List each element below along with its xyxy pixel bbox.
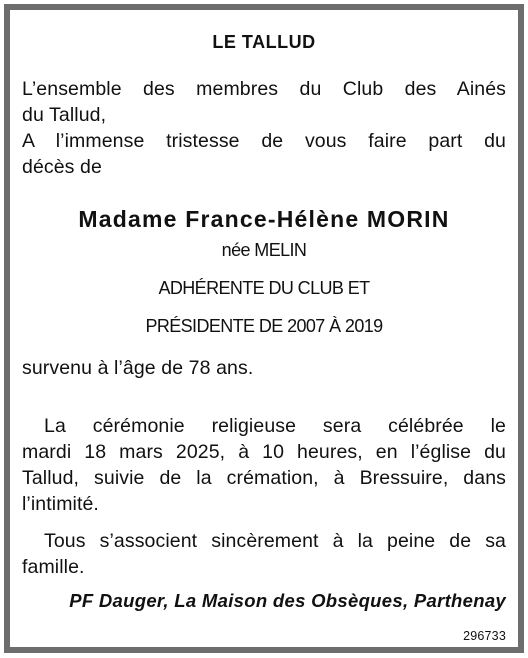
reference-number: 296733 <box>463 629 506 643</box>
ceremony-paragraph <box>22 413 506 517</box>
funeral-home-signature: PF Dauger, La Maison des Obsèques, Parthenay <box>69 590 506 611</box>
role-line-2: PRÉSIDENTE DE 2007 À 2019 <box>145 316 383 336</box>
ceremony-line-1: La cérémonie religieuse sera célébrée le <box>44 415 506 437</box>
notice-content <box>22 10 506 647</box>
obituary-notice <box>4 4 524 653</box>
condolence-paragraph <box>22 528 506 580</box>
ceremony-line-2: mardi 18 mars 2025, à 10 heures, en l’église du <box>22 441 506 463</box>
maiden-name: née MELIN <box>221 240 307 260</box>
ceremony-line-4: l’intimité. <box>22 493 99 515</box>
role-line-1: ADHÉRENTE DU CLUB ET <box>158 278 370 298</box>
condolence-line-2: famille. <box>22 556 85 578</box>
intro-line-4: décès de <box>22 156 102 178</box>
deceased-name: Madame France-Hélène MORIN <box>78 206 450 232</box>
intro-paragraph <box>22 76 506 180</box>
location-title: LE TALLUD <box>212 32 316 52</box>
age-line: survenu à l’âge de 78 ans. <box>22 357 254 379</box>
intro-line-2: du Tallud, <box>22 104 107 126</box>
intro-line-3: A l’immense tristesse de vous faire part du <box>22 130 506 152</box>
intro-line-1: L’ensemble des membres du Club des Ainés <box>22 78 506 100</box>
ceremony-line-3: Tallud, suivie de la crémation, à Bressuire, dans <box>22 467 506 489</box>
condolence-line-1: Tous s’associent sincèrement à la peine de sa <box>44 530 506 552</box>
